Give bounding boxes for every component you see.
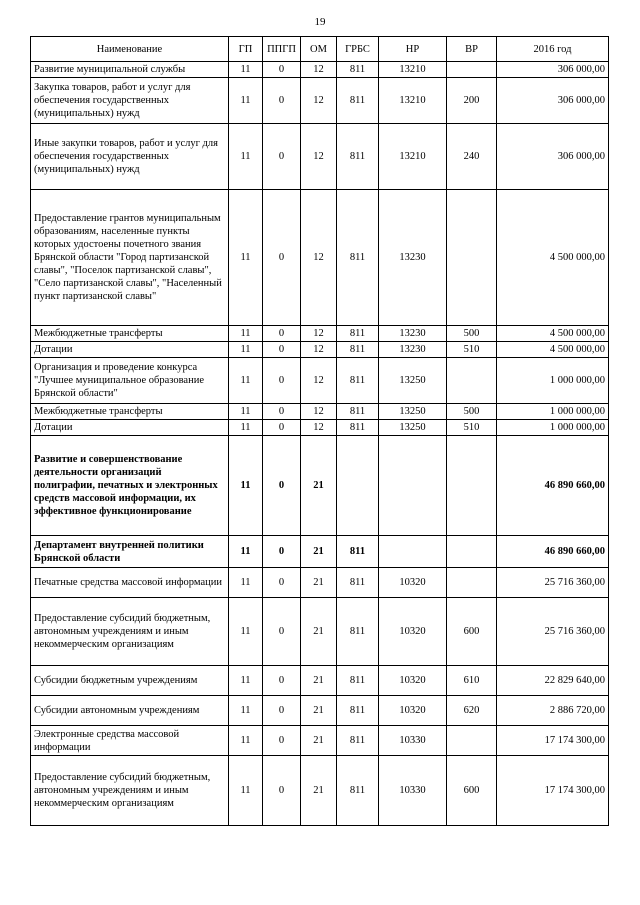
cell-om: 12 [301, 420, 337, 436]
table-row [31, 666, 609, 696]
cell-grbs: 811 [337, 666, 379, 696]
cell-nr: 10330 [379, 726, 447, 756]
cell-gp: 11 [229, 568, 263, 598]
cell-vr [447, 62, 497, 78]
cell-ppgp: 0 [263, 696, 301, 726]
cell-amount: 306 000,00 [497, 78, 609, 124]
cell-nr: 13250 [379, 404, 447, 420]
cell-vr: 600 [447, 598, 497, 666]
cell-name: Иные закупки товаров, работ и услуг для обеспечения государственных (муниципальных) нужд [31, 124, 229, 190]
cell-nr: 13210 [379, 124, 447, 190]
cell-om: 12 [301, 342, 337, 358]
budget-table [30, 36, 609, 826]
cell-gp: 11 [229, 404, 263, 420]
table-row [31, 726, 609, 756]
cell-nr: 10320 [379, 696, 447, 726]
header-vr: ВР [447, 37, 497, 62]
cell-gp: 11 [229, 666, 263, 696]
cell-om: 21 [301, 726, 337, 756]
cell-vr [447, 726, 497, 756]
cell-gp: 11 [229, 124, 263, 190]
cell-nr: 13250 [379, 420, 447, 436]
cell-name: Организация и проведение конкурса "Лучшее муниципальное образование Брянской области" [31, 358, 229, 404]
cell-ppgp: 0 [263, 342, 301, 358]
cell-vr: 500 [447, 404, 497, 420]
table-row [31, 358, 609, 404]
cell-vr: 510 [447, 420, 497, 436]
cell-grbs: 811 [337, 696, 379, 726]
cell-gp: 11 [229, 326, 263, 342]
cell-om: 21 [301, 568, 337, 598]
cell-gp: 11 [229, 436, 263, 536]
table-row [31, 342, 609, 358]
cell-ppgp: 0 [263, 536, 301, 568]
header-grbs: ГРБС [337, 37, 379, 62]
cell-amount: 46 890 660,00 [497, 436, 609, 536]
table-body [31, 62, 609, 826]
cell-name: Дотации [31, 420, 229, 436]
table-row [31, 536, 609, 568]
cell-vr: 620 [447, 696, 497, 726]
header-nr: НР [379, 37, 447, 62]
cell-name: Департамент внутренней политики Брянской области [31, 536, 229, 568]
cell-grbs: 811 [337, 756, 379, 826]
header-gp: ГП [229, 37, 263, 62]
cell-amount: 25 716 360,00 [497, 598, 609, 666]
cell-gp: 11 [229, 598, 263, 666]
cell-nr: 13210 [379, 62, 447, 78]
cell-name: Развитие муниципальной службы [31, 62, 229, 78]
cell-grbs: 811 [337, 568, 379, 598]
cell-gp: 11 [229, 420, 263, 436]
cell-nr: 13230 [379, 326, 447, 342]
cell-ppgp: 0 [263, 726, 301, 756]
cell-ppgp: 0 [263, 666, 301, 696]
cell-ppgp: 0 [263, 756, 301, 826]
cell-vr: 500 [447, 326, 497, 342]
cell-name: Электронные средства массовой информации [31, 726, 229, 756]
cell-nr: 13230 [379, 342, 447, 358]
header-om: ОМ [301, 37, 337, 62]
cell-amount: 17 174 300,00 [497, 726, 609, 756]
table-row [31, 124, 609, 190]
cell-nr: 13230 [379, 190, 447, 326]
cell-name: Субсидии бюджетным учреждениям [31, 666, 229, 696]
cell-grbs: 811 [337, 62, 379, 78]
cell-om: 21 [301, 696, 337, 726]
header-name: Наименование [31, 37, 229, 62]
cell-grbs [337, 436, 379, 536]
cell-vr: 200 [447, 78, 497, 124]
cell-ppgp: 0 [263, 62, 301, 78]
cell-amount: 2 886 720,00 [497, 696, 609, 726]
table-row [31, 326, 609, 342]
table-row [31, 62, 609, 78]
cell-amount: 306 000,00 [497, 62, 609, 78]
cell-vr: 610 [447, 666, 497, 696]
cell-om: 12 [301, 326, 337, 342]
cell-vr [447, 536, 497, 568]
cell-ppgp: 0 [263, 568, 301, 598]
cell-gp: 11 [229, 756, 263, 826]
cell-nr [379, 536, 447, 568]
cell-amount: 1 000 000,00 [497, 420, 609, 436]
cell-grbs: 811 [337, 124, 379, 190]
cell-name: Предоставление субсидий бюджетным, автономным учреждениям и иным некоммерческим организациям [31, 598, 229, 666]
cell-nr: 10330 [379, 756, 447, 826]
cell-grbs: 811 [337, 326, 379, 342]
cell-vr [447, 436, 497, 536]
cell-ppgp: 0 [263, 404, 301, 420]
table-row [31, 420, 609, 436]
cell-amount: 22 829 640,00 [497, 666, 609, 696]
cell-vr [447, 358, 497, 404]
cell-grbs: 811 [337, 358, 379, 404]
cell-grbs: 811 [337, 536, 379, 568]
cell-gp: 11 [229, 78, 263, 124]
cell-nr: 10320 [379, 666, 447, 696]
cell-gp: 11 [229, 696, 263, 726]
cell-name: Межбюджетные трансферты [31, 404, 229, 420]
cell-nr: 10320 [379, 568, 447, 598]
cell-amount: 306 000,00 [497, 124, 609, 190]
cell-grbs: 811 [337, 78, 379, 124]
cell-ppgp: 0 [263, 436, 301, 536]
cell-vr: 510 [447, 342, 497, 358]
cell-name: Печатные средства массовой информации [31, 568, 229, 598]
cell-amount: 4 500 000,00 [497, 342, 609, 358]
table-row [31, 436, 609, 536]
cell-gp: 11 [229, 536, 263, 568]
cell-ppgp: 0 [263, 190, 301, 326]
cell-grbs: 811 [337, 190, 379, 326]
cell-gp: 11 [229, 358, 263, 404]
cell-om: 12 [301, 190, 337, 326]
cell-name: Закупка товаров, работ и услуг для обеспечения государственных (муниципальных) нужд [31, 78, 229, 124]
cell-amount: 46 890 660,00 [497, 536, 609, 568]
cell-name: Предоставление субсидий бюджетным, автономным учреждениям и иным некоммерческим организациям [31, 756, 229, 826]
cell-gp: 11 [229, 190, 263, 326]
cell-amount: 17 174 300,00 [497, 756, 609, 826]
cell-grbs: 811 [337, 598, 379, 666]
cell-vr [447, 568, 497, 598]
cell-ppgp: 0 [263, 124, 301, 190]
cell-om: 21 [301, 436, 337, 536]
table-row [31, 598, 609, 666]
cell-name: Дотации [31, 342, 229, 358]
table-header-row [31, 37, 609, 62]
cell-nr: 13250 [379, 358, 447, 404]
cell-name: Субсидии автономным учреждениям [31, 696, 229, 726]
table-row [31, 568, 609, 598]
header-year: 2016 год [497, 37, 609, 62]
table-row [31, 756, 609, 826]
cell-amount: 4 500 000,00 [497, 326, 609, 342]
cell-om: 12 [301, 78, 337, 124]
cell-grbs: 811 [337, 420, 379, 436]
cell-gp: 11 [229, 342, 263, 358]
cell-om: 12 [301, 124, 337, 190]
cell-om: 21 [301, 756, 337, 826]
table-row [31, 696, 609, 726]
cell-name: Межбюджетные трансферты [31, 326, 229, 342]
cell-grbs: 811 [337, 342, 379, 358]
cell-grbs: 811 [337, 726, 379, 756]
cell-gp: 11 [229, 62, 263, 78]
cell-om: 12 [301, 404, 337, 420]
cell-amount: 1 000 000,00 [497, 404, 609, 420]
cell-nr: 13210 [379, 78, 447, 124]
cell-name: Развитие и совершенствование деятельности организаций полиграфии, печатных и электронных средств массовой информации, их эффективное функционирование [31, 436, 229, 536]
cell-om: 12 [301, 62, 337, 78]
cell-vr: 600 [447, 756, 497, 826]
header-ppgp: ППГП [263, 37, 301, 62]
cell-name: Предоставление грантов муниципальным образованиям, населенные пункты которых удостоены почетного звания Брянской области "Город партизанской славы", "Поселок партизанской славы", "Село партизанской славы", "Населенный пункт партизанской славы" [31, 190, 229, 326]
table-row [31, 190, 609, 326]
cell-grbs: 811 [337, 404, 379, 420]
cell-ppgp: 0 [263, 598, 301, 666]
cell-om: 21 [301, 536, 337, 568]
table-row [31, 78, 609, 124]
cell-ppgp: 0 [263, 78, 301, 124]
page-number: 19 [314, 16, 326, 28]
cell-om: 12 [301, 358, 337, 404]
cell-ppgp: 0 [263, 358, 301, 404]
cell-ppgp: 0 [263, 326, 301, 342]
cell-amount: 1 000 000,00 [497, 358, 609, 404]
cell-nr [379, 436, 447, 536]
table-row [31, 404, 609, 420]
cell-amount: 25 716 360,00 [497, 568, 609, 598]
cell-om: 21 [301, 598, 337, 666]
cell-vr: 240 [447, 124, 497, 190]
cell-ppgp: 0 [263, 420, 301, 436]
cell-amount: 4 500 000,00 [497, 190, 609, 326]
cell-gp: 11 [229, 726, 263, 756]
cell-om: 21 [301, 666, 337, 696]
cell-nr: 10320 [379, 598, 447, 666]
cell-vr [447, 190, 497, 326]
